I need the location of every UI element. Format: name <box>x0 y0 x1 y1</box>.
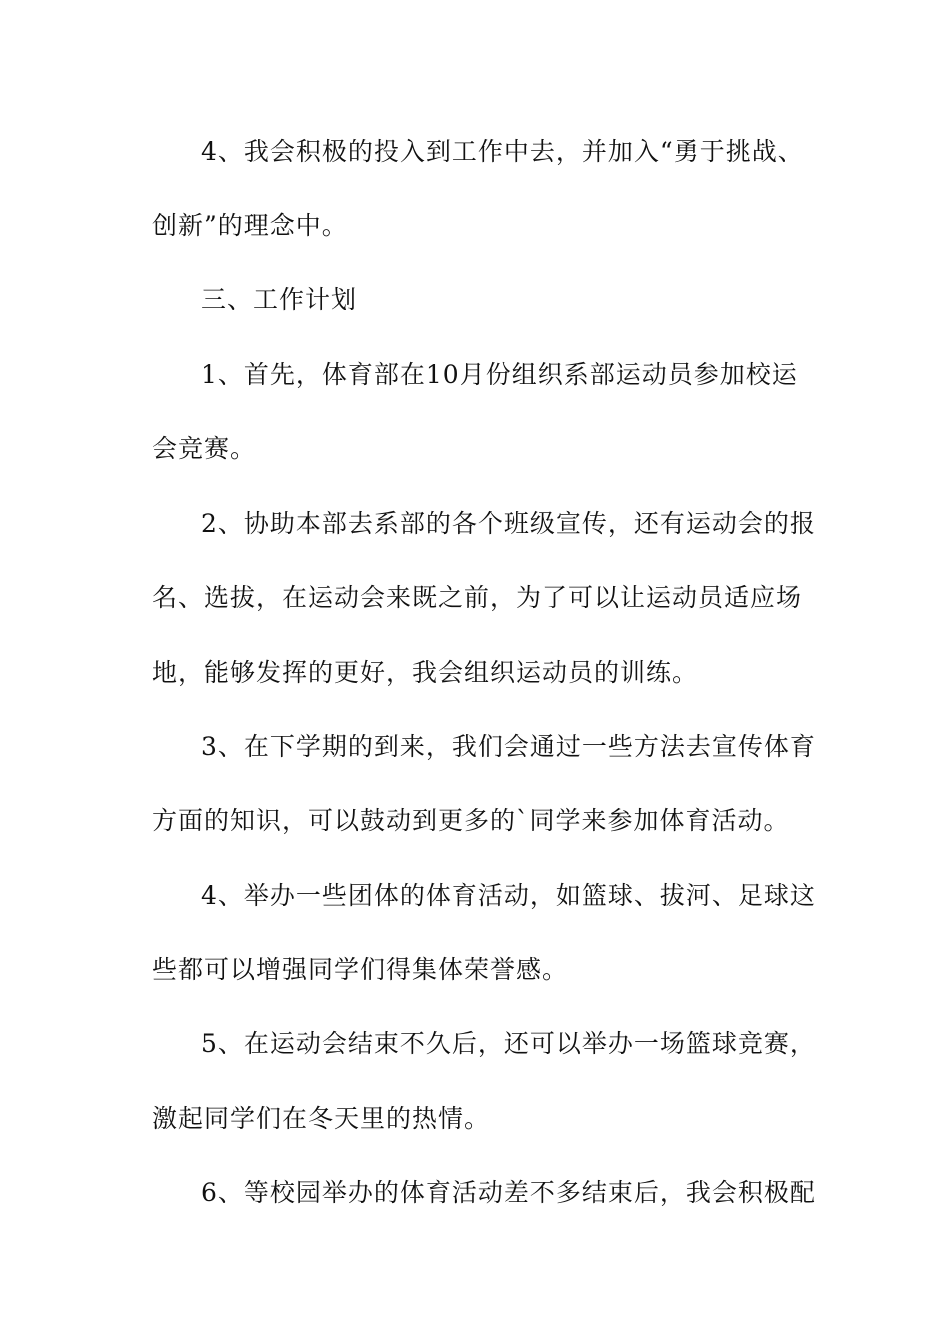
plan-item-3-line-1: 3、在下学期的到来，我们会通过一些方法去宣传体育 <box>201 732 816 761</box>
plan-item-4-line-2: 些都可以增强同学们得集体荣誉感。 <box>152 955 569 984</box>
paragraph-item-4-line-2: 创新”的理念中。 <box>152 211 348 240</box>
plan-item-4-line-1: 4、举办一些团体的体育活动，如篮球、拔河、足球这 <box>201 881 816 910</box>
plan-item-2-line-2: 名、选拔，在运动会来既之前，为了可以让运动员适应场 <box>152 583 803 612</box>
plan-item-1-line-1: 1、首先，体育部在10月份组织系部运动员参加校运 <box>201 360 798 389</box>
plan-item-2-line-1: 2、协助本部去系部的各个班级宣传，还有运动会的报 <box>201 509 816 538</box>
paragraph-item-4-line-1: 4、我会积极的投入到工作中去，并加入“勇于挑战、 <box>201 137 804 166</box>
plan-item-2-line-3: 地，能够发挥的更好，我会组织运动员的训练。 <box>152 658 699 687</box>
plan-item-1-line-2: 会竞赛。 <box>152 434 257 463</box>
section-heading-work-plan: 三、工作计划 <box>201 285 358 314</box>
plan-item-5-line-1: 5、在运动会结束不久后，还可以举办一场篮球竞赛， <box>201 1029 816 1058</box>
plan-item-6-line-1: 6、等校园举办的体育活动差不多结束后，我会积极配 <box>201 1178 816 1207</box>
plan-item-5-line-2: 激起同学们在冬天里的热情。 <box>152 1104 491 1133</box>
plan-item-3-line-2: 方面的知识，可以鼓动到更多的`同学来参加体育活动。 <box>152 806 790 835</box>
